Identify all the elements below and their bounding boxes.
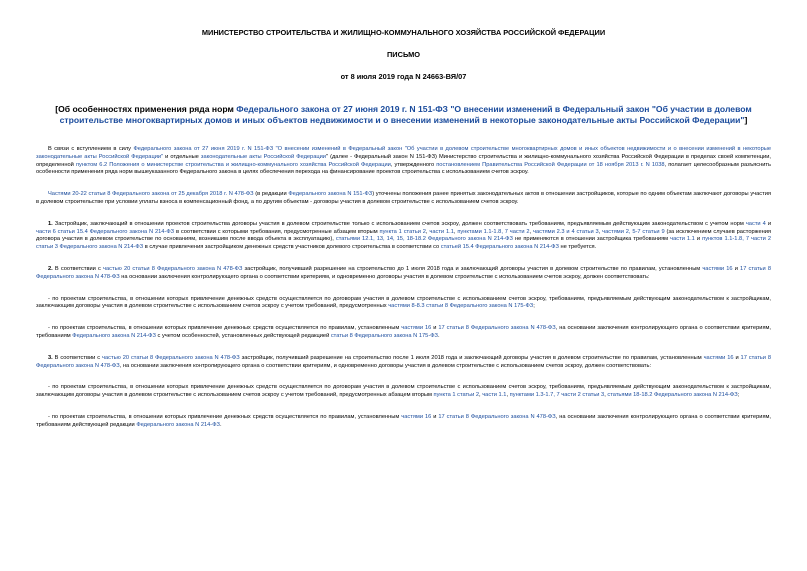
text: не применяются в отношении застройщика требованиям [512, 236, 671, 243]
text: В соответствии с [52, 354, 103, 361]
ministry-heading: МИНИСТЕРСТВО СТРОИТЕЛЬСТВА И ЖИЛИЩНО-КОММУНАЛЬНОГО ХОЗЯЙСТВА РОССИЙСКОЙ ФЕДЕРАЦИИ [201, 28, 606, 37]
text: , полагает целесообразным разъяснить особенности применения ряда норм вышеуказанного Федерального закона в целях обеспечения перехода на финансирование проектов строительства с использованием счетов эскроу. [36, 161, 771, 176]
text: ; [737, 392, 740, 399]
text: и [733, 354, 741, 361]
item-number: 3. [48, 354, 53, 361]
law-link[interactable]: Федерального закона N 214-ФЗ [72, 332, 156, 339]
regulation-link[interactable]: пунктом 6.2 Положения о министерстве строительства и жилищно-коммунального хозяйства Российской Федерации [75, 161, 391, 168]
law-link[interactable]: статьями 18-18.2 Федерального закона N 214-ФЗ [607, 392, 738, 399]
text: и [431, 325, 439, 332]
item-number: 1. [48, 220, 53, 227]
paragraph-item-3-rules [36, 414, 771, 430]
law-link[interactable]: частями 16 [702, 265, 733, 272]
law-link[interactable]: пунктами 1.3-1.7, 7 части 2 статьи 3 [509, 392, 605, 399]
law-link[interactable]: статьи 8 Федерального закона N 175-ФЗ [330, 332, 438, 339]
law-link[interactable]: 17 статьи 8 Федерального закона N 478-ФЗ [438, 413, 556, 420]
law-link[interactable]: частью 20 статьи 8 Федерального закона N 478-ФЗ [102, 354, 240, 361]
law-link[interactable]: 17 статьи 8 Федерального закона N 478-ФЗ [36, 354, 772, 369]
law-link[interactable]: пункта 1 статьи 2 [433, 392, 480, 399]
text: ; [533, 303, 535, 310]
text: не требуется. [558, 244, 597, 251]
legislative-acts-link[interactable]: законодательные акты Российской Федерации [200, 153, 326, 160]
text: В связи с вступлением в силу [48, 146, 134, 152]
item-number: 2. [48, 265, 53, 272]
law-478-parts-link[interactable]: Частями 20-22 статьи 8 Федерального закона от 25 декабря 2018 г. N 478-ФЗ [48, 191, 254, 198]
text: . [437, 332, 440, 339]
document-title [36, 104, 771, 126]
law-link[interactable]: статьями 12.1, 13, 14, 15, 18-18.2 Федерального закона N 214-ФЗ [335, 236, 513, 243]
text: - по проектам строительства, в отношении которых привлечение денежных средств осуществляется по правилам, установленным [48, 325, 402, 332]
paragraph-intro [36, 146, 771, 177]
text: застройщик, получивший разрешение на строительство до 1 июля 2018 года и заключающий договоры участия в долевом строительстве по правилам, установленным [242, 265, 703, 272]
text: , на основании заключения контролирующего органа о соответствии критериям, требованиям действующей редакции [36, 413, 772, 428]
law-151-link[interactable]: Федерального закона от 27 июня 2019 г. N 151-ФЗ "О внесении изменений в Федеральный закон "Об участии в долевом строительстве многоквартирных домов и иных объектов недвижимости и о внесении изменений в некоторые законодательные акты Российской Федерации" [36, 146, 771, 160]
text: В соответствии с [52, 265, 103, 272]
text: , [598, 228, 603, 235]
title-text: [Об особенностях применения ряда норм [55, 104, 237, 114]
paragraph-item-2-rules [36, 325, 771, 341]
decree-1038-link[interactable]: постановлением Правительства Российской Федерации от 18 ноября 2013 г. N 1038 [436, 161, 665, 168]
text: застройщик, получивший разрешение на строительство после 1 июля 2018 года и заключающий договоры участия в долевом строительстве по правилам, установленным [239, 354, 704, 361]
paragraph-parts-20-22 [36, 191, 771, 207]
law-link[interactable]: частями 16 [703, 354, 734, 361]
text: - по проектам строительства, в отношении которых привлечение денежных средств осуществляется по договорам участия в долевом строительстве с использованием счетов эскроу, требованиям, предъявляемым действующим законодательством к застройщикам, заключающим договоры участия в долевом строительстве с использованием счетов эскроу с учетом требований, предусмотренных [36, 295, 771, 310]
law-link[interactable]: частями 16 [401, 325, 432, 332]
text: " (далее - Федеральный закон N 151-ФЗ) Министерство строительства и жилищно-коммунального хозяйства Российской Федерации в пределах своей компетенции, определенной [36, 153, 771, 168]
law-link[interactable]: части 1.1 [482, 392, 507, 399]
text: , [529, 228, 534, 235]
law-link[interactable]: частями 8-8.3 статьи 8 Федерального закона N 175-ФЗ [388, 303, 534, 310]
text: в соответствии с которыми требования, предусмотренные абзацем вторым [174, 228, 380, 235]
law-link[interactable]: части 1.1 [429, 228, 454, 235]
text: , [453, 228, 458, 235]
text: , [425, 228, 430, 235]
law-link[interactable]: частью 20 статьи 8 Федерального закона N 478-ФЗ [103, 265, 243, 272]
text: Застройщик, заключающий в отношении проектов строительства договоры участия в долевом строительстве только с использованием счетов эскроу, должен соответствовать требованиям, предъявляемым действующим законодательством с учетом норм [52, 220, 746, 227]
text: на основании заключения контролирующего органа о соответствии критериям, и одновременно договоры участия в долевом строительстве с использованием счетов эскроу, должен соответствовать: [119, 273, 650, 280]
text: ) уточнены положения ранее принятых законодательных актов в отношении застройщиков, которые по одним объектам заключают договоры участия в долевом строительстве при условии уплаты взноса в компенсационный фонд, а по другим объектам - договоры участия в долевом строительстве с использованием счетов эскроу. [36, 191, 771, 205]
law-link[interactable]: Федерального закона N 214-ФЗ [136, 421, 220, 428]
title-text-end: ] [744, 115, 748, 125]
law-link[interactable]: части 6 статьи 15.4 Федерального закона N 214-ФЗ [36, 228, 175, 235]
paragraph-item-3-escrow [36, 384, 771, 400]
text: , утвержденного [390, 161, 437, 168]
text: , [479, 392, 483, 399]
text: и [765, 220, 772, 227]
text: - по проектам строительства, в отношении которых привлечение денежных средств осуществляется по правилам, установленным [48, 413, 402, 420]
law-link[interactable]: частями 2.3 и 4 статьи 3 [533, 228, 599, 235]
law-link[interactable]: пункта 1 статьи 2 [379, 228, 426, 235]
law-151-link[interactable]: Федерального закона N 151-ФЗ [288, 191, 373, 198]
paragraph-item-1 [36, 221, 771, 252]
paragraph-item-2 [36, 266, 771, 282]
paragraph-item-3 [36, 355, 771, 371]
title-law-link[interactable]: Федерального закона от 27 июня 2019 г. N 151-ФЗ "О внесении изменений в Федеральный закон "Об участии в долевом строительстве многоквартирных домов и иных объектов недвижимости и о внесении изменений в некоторые законодательные акты Российской Федерации" [59, 104, 752, 125]
law-link[interactable]: 17 статьи 8 Федерального закона N 478-ФЗ [438, 325, 556, 332]
text: . [219, 421, 222, 428]
text: , [506, 392, 510, 399]
text: - по проектам строительства, в отношении которых привлечение денежных средств осуществляется по договорам участия в долевом строительстве с использованием счетов эскроу, требованиям, предъявляемым действующим законодательством к застройщикам, заключающим договоры участия в долевом строительстве с использованием счетов эскроу с учетом требований, предусмотренных абзацем вторым [36, 384, 771, 399]
law-link[interactable]: пунктов 1.1-1.8, 7 части 2 статьи 3 Федерального закона N 214-ФЗ [36, 236, 771, 251]
law-link[interactable]: частями 2, 5-7 статьи 9 [602, 228, 665, 235]
document-type: ПИСЬМО [387, 50, 420, 59]
text: с учетом особенностей, установленных действующей редакцией [155, 332, 331, 339]
law-link[interactable]: пунктами 1.1-1.8, 7 части 2 [457, 228, 530, 235]
text: (в редакции [253, 191, 289, 198]
document-date: от 8 июля 2019 года N 24663-ВЯ/07 [340, 72, 467, 81]
law-link[interactable]: статьей 15.4 Федерального закона N 214-ФЗ [440, 244, 559, 251]
text: в случае привлечения застройщиком денежных средств участников долевого строительства в соответствии со [143, 244, 441, 251]
text: и отдельные [163, 153, 201, 160]
text: и [732, 265, 741, 272]
text: и [694, 236, 703, 243]
text: , на основании заключения контролирующего органа о соответствии критериям, и одновременно договоры участия в долевом строительстве с использованием счетов эскроу, должен соответствовать: [119, 362, 652, 369]
text: и [431, 413, 439, 420]
paragraph-item-2-escrow [36, 296, 771, 312]
law-link[interactable]: 17 статьи 8 Федерального закона N 478-ФЗ [36, 265, 771, 280]
text: , [604, 392, 608, 399]
law-link[interactable]: частями 16 [401, 413, 432, 420]
text: , на основании заключения контролирующего органа о соответствии критериям, требованиям [36, 325, 772, 339]
law-link[interactable]: части 1.1 [670, 236, 695, 243]
law-link[interactable]: части 4 [745, 220, 766, 227]
text: (за исключением случаев расторжения договора участия в долевом строительстве по основаниям, возникшим после ввода объекта в эксплуатацию), [36, 228, 772, 243]
document-body [36, 146, 771, 430]
